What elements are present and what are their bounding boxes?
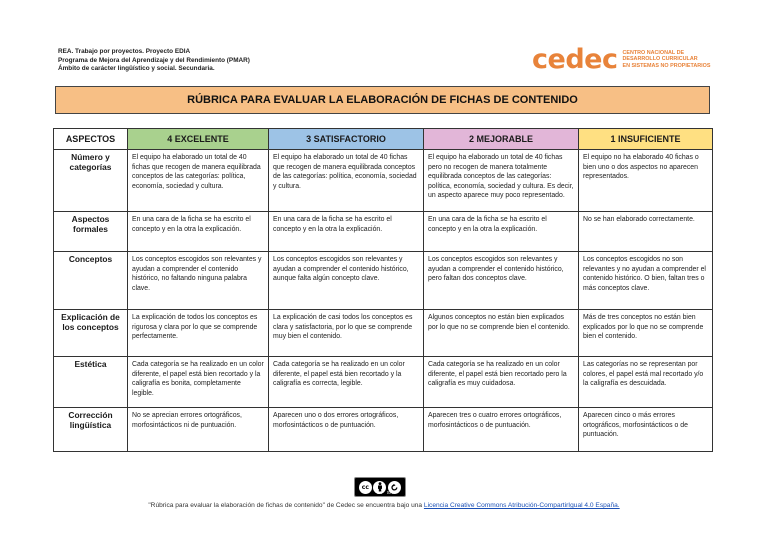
header-excelente: 4 EXCELENTE bbox=[128, 129, 269, 150]
license-link[interactable]: Licencia Creative Commons Atribución-CompartirIgual 4.0 España. bbox=[423, 502, 620, 509]
logo-subtitle-line-1: CENTRO NACIONAL DE bbox=[622, 49, 685, 56]
rubric-cell: En una cara de la ficha se ha escrito el concepto y en la otra la explicación. bbox=[269, 212, 424, 252]
table-header-row bbox=[54, 129, 713, 150]
rubric-cell: No se han elaborado correctamente. bbox=[579, 212, 713, 252]
header-line-2: Programa de Mejora del Aprendizaje y del Rendimiento (PMAR) bbox=[58, 56, 250, 64]
rubric-cell: Cada categoría se ha realizado en un color diferente, el papel está bien recortado pero la caligrafía es muy cuidadosa. bbox=[424, 357, 579, 408]
rubric-cell: No se aprecian errores ortográficos, morfosintácticos ni de puntuación. bbox=[128, 408, 269, 452]
table-row bbox=[54, 357, 713, 408]
cedec-logo bbox=[532, 46, 710, 73]
rubric-cell: Cada categoría se ha realizado en un color diferente, el papel está bien recortado y la caligrafía es correcta, legible. bbox=[269, 357, 424, 408]
header-mejorable: 2 MEJORABLE bbox=[424, 129, 579, 150]
rubric-cell: Más de tres conceptos no están bien explicados por lo que no se comprende bien el contenido. bbox=[579, 310, 713, 357]
rubric-cell: La explicación de todos los conceptos es rigurosa y clara por lo que se comprende perfectamente. bbox=[128, 310, 269, 357]
rubric-cell: Las categorías no se representan por colores, el papel está mal recortado y/o la caligrafía es descuidada. bbox=[579, 357, 713, 408]
aspect-label: Número y categorías bbox=[54, 150, 128, 212]
rubric-cell: Los conceptos escogidos son relevantes y ayudan a comprender el contenido histórico, aunque falta algún concepto clave. bbox=[269, 252, 424, 310]
license-text: "Rúbrica para evaluar la elaboración de fichas de contenido" de Cedec se encuentra bajo una bbox=[148, 502, 424, 509]
header-insuficiente: 1 INSUFICIENTE bbox=[579, 129, 713, 150]
table-row bbox=[54, 310, 713, 357]
rubric-cell: Cada categoría se ha realizado en un color diferente, el papel está bien recortado y la caligrafía es bonita, completamente legible. bbox=[128, 357, 269, 408]
rubric-cell: El equipo no ha elaborado 40 fichas o bien uno o dos aspectos no aparecen representados. bbox=[579, 150, 713, 212]
license-notice bbox=[0, 502, 768, 509]
rubric-cell: Aparecen uno o dos errores ortográficos, morfosintácticos o de puntuación. bbox=[269, 408, 424, 452]
rubric-cell: Los conceptos escogidos son relevantes y ayudan a comprender el contenido histórico, pero faltan dos conceptos clave. bbox=[424, 252, 579, 310]
rubric-cell: Aparecen tres o cuatro errores ortográficos, morfosintácticos o de puntuación. bbox=[424, 408, 579, 452]
aspect-label: Conceptos bbox=[54, 252, 128, 310]
rubric-cell: Los conceptos escogidos no son relevantes y no ayudan a comprender el contenido histórico. O bien, faltan tres o más conceptos clave. bbox=[579, 252, 713, 310]
rubric-cell: El equipo ha elaborado un total de 40 fichas pero no recogen de manera totalmente equilibrada conceptos de las categorías: política, economía, sociedad y cultura. Es decir, un aspecto aparece muy poco representado. bbox=[424, 150, 579, 212]
rubric-cell: En una cara de la ficha se ha escrito el concepto y en la otra la explicación. bbox=[128, 212, 269, 252]
table-row bbox=[54, 252, 713, 310]
rubric-cell: Algunos conceptos no están bien explicados por lo que no se comprende bien el contenido. bbox=[424, 310, 579, 357]
header-line-1: REA. Trabajo por proyectos. Proyecto EDIA bbox=[58, 48, 191, 55]
cc-icon: cc bbox=[359, 481, 372, 494]
cc-badge-caption bbox=[377, 490, 393, 495]
table-row bbox=[54, 212, 713, 252]
sa-label: SA bbox=[386, 490, 393, 495]
aspect-label: Aspectos formales bbox=[54, 212, 128, 252]
header-line-3: Ámbito de carácter lingüístico y social. Secundaria. bbox=[58, 65, 215, 73]
table-row bbox=[54, 408, 713, 452]
rubric-cell: El equipo ha elaborado un total de 40 fichas que recogen de manera equilibrada conceptos de las categorías: política, economía, sociedad y cultura. bbox=[269, 150, 424, 212]
logo-subtitle-line-3: EN SISTEMAS NO PROPIETARIOS bbox=[622, 62, 711, 69]
header-aspectos: ASPECTOS bbox=[54, 129, 128, 150]
table-row bbox=[54, 150, 713, 212]
rubric-cell: El equipo ha elaborado un total de 40 fichas que recogen de manera equilibrada conceptos de las categorías: política, economía, sociedad y cultura. bbox=[128, 150, 269, 212]
aspect-label: Explicación de los conceptos bbox=[54, 310, 128, 357]
by-label: BY bbox=[377, 490, 384, 495]
rubric-cell: Aparecen cinco o más errores ortográficos, morfosintácticos o de puntuación. bbox=[579, 408, 713, 452]
logo-subtitle-line-2: DESARROLLO CURRICULAR bbox=[622, 56, 698, 63]
header-satisfactorio: 3 SATISFACTORIO bbox=[269, 129, 424, 150]
rubric-table bbox=[53, 128, 713, 452]
rubric-cell: La explicación de casi todos los conceptos es clara y satisfactoria, por lo que se comprende muy bien el contenido. bbox=[269, 310, 424, 357]
logo-wordmark: cedec bbox=[532, 44, 618, 75]
logo-subtitle bbox=[622, 50, 710, 70]
rubric-cell: Los conceptos escogidos son relevantes y ayudan a comprender el contenido histórico, no faltando ninguna palabra clave. bbox=[128, 252, 269, 310]
aspect-label: Estética bbox=[54, 357, 128, 408]
rubric-cell: En una cara de la ficha se ha escrito el concepto y en la otra la explicación. bbox=[424, 212, 579, 252]
rubric-title: RÚBRICA PARA EVALUAR LA ELABORACIÓN DE FICHAS DE CONTENIDO bbox=[55, 86, 710, 114]
document-header bbox=[58, 48, 250, 74]
aspect-label: Corrección lingüística bbox=[54, 408, 128, 452]
